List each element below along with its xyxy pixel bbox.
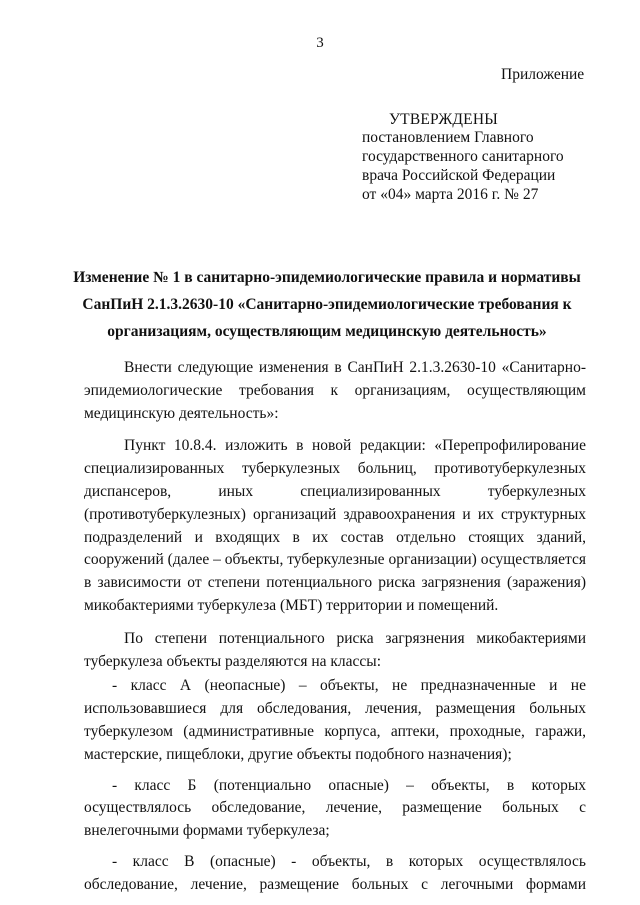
text-line: медицинскую деятельность»:	[84, 404, 279, 422]
title-line: организациям, осуществляющим медицинскую деятельность»	[107, 323, 547, 340]
title-line: СанПиН 2.1.3.2630-10 «Санитарно-эпидемиологические требования к	[82, 296, 572, 313]
approval-line: врача Российской Федерации	[362, 167, 556, 184]
document-title	[62, 264, 592, 345]
document-body	[84, 357, 586, 897]
text-line: - класс А (неопасные) – объекты, не предназначенные и не	[112, 677, 586, 695]
text-line: сооружений (далее – объекты, туберкулезные организации) осуществляется	[84, 551, 586, 569]
title-line: Изменение № 1 в санитарно-эпидемиологические правила и нормативы	[73, 269, 581, 286]
approval-line: от «04» марта 2016 г. № 27	[362, 186, 539, 203]
paragraph-class-v	[84, 851, 586, 897]
approval-line: государственного санитарного	[362, 148, 564, 165]
approval-block	[362, 128, 564, 204]
text-line: туберкулеза объекты разделяются на классы:	[84, 652, 382, 670]
text-line: По степени потенциального риска загрязнения микобактериями	[124, 629, 586, 647]
text-line: подразделений и входящих в их состав отдельно стоящих зданий,	[84, 528, 586, 546]
approval-line: постановлением Главного	[362, 129, 534, 146]
text-line: в зависимости от степени потенциального риска загрязнения (заражения)	[84, 574, 586, 592]
text-line: использовавшиеся для обследования, лечения, размещения больных	[84, 700, 586, 718]
appendix-label: Приложение	[501, 66, 585, 83]
page-number: 3	[316, 35, 324, 51]
text-line: - класс В (опасные) - объекты, в которых осуществлялось	[112, 852, 586, 870]
text-line: эпидемиологические требования к организациям, осуществляющим	[84, 381, 586, 399]
text-line: (противотуберкулезных) организаций здравоохранения и их структурных	[84, 505, 586, 523]
text-line: Внести следующие изменения в СанПиН 2.1.3.2630-10 «Санитарно-	[124, 359, 586, 376]
text-line: обследование, лечение, размещение больных с легочными формами	[84, 875, 586, 893]
text-line: диспансеров, иных специализированных туберкулезных	[84, 482, 586, 500]
text-line: осуществлялось обследование, лечение, размещение больных с	[84, 799, 586, 817]
text-line: внелегочными формами туберкулеза;	[84, 822, 330, 840]
paragraph-classes-intro	[84, 628, 586, 674]
paragraph-intro	[84, 357, 586, 425]
text-line: микобактериями туберкулеза (МБТ) территории и помещений.	[84, 596, 499, 614]
text-line: - класс Б (потенциально опасные) – объекты, в которых	[112, 776, 586, 794]
paragraph-clause-10-8-4	[84, 435, 586, 617]
text-line: мастерские, пищеблоки, другие объекты подобного назначения);	[84, 745, 512, 763]
text-line: специализированных туберкулезных больниц, противотуберкулезных	[84, 460, 586, 478]
approved-heading: УТВЕРЖДЕНЫ	[389, 111, 498, 128]
paragraph-class-b	[84, 775, 586, 843]
paragraph-class-a	[84, 675, 586, 766]
text-line: Пункт 10.8.4. изложить в новой редакции: «Перепрофилирование	[124, 437, 586, 455]
text-line: туберкулезом (административные корпуса, аптеки, проходные, гаражи,	[84, 722, 586, 740]
